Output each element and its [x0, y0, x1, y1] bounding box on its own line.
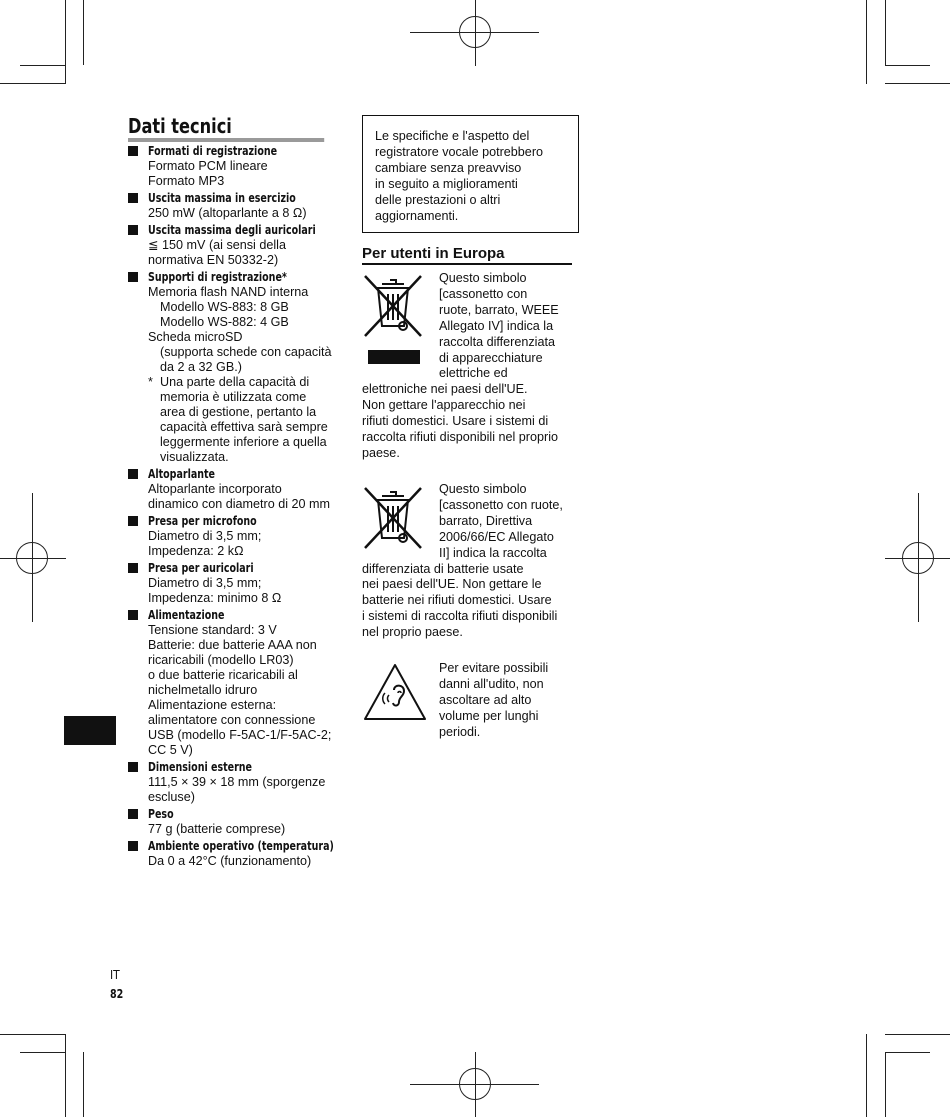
text-line: Memoria flash NAND interna — [148, 285, 309, 299]
spec-item — [128, 514, 358, 559]
text-line: Scheda microSD — [148, 330, 243, 344]
text-line: ruote, barrato, WEEE — [439, 302, 559, 317]
battery-paragraph — [362, 482, 578, 641]
page-title: Dati tecnici — [128, 114, 324, 142]
spec-heading: Formati di registrazione — [148, 144, 278, 158]
text-line: aggiornamenti. — [375, 209, 459, 223]
text-line: rifiuti domestici. Usare i sistemi di — [362, 414, 549, 429]
spec-item — [128, 807, 358, 837]
spec-heading: Uscita massima degli auricolari — [148, 223, 316, 237]
text-line: elettroniche nei paesi dell'UE. — [362, 382, 528, 397]
text-line: memoria è utilizzata come — [160, 390, 307, 404]
bullet-square-icon — [128, 516, 138, 526]
text-line: Da 0 a 42°C (funzionamento) — [148, 854, 312, 868]
text-line: ascoltare ad alto — [439, 692, 532, 707]
text-line: Per evitare possibili — [439, 661, 549, 675]
text-line: Diametro di 3,5 mm; — [148, 576, 262, 590]
text-line: Formato PCM lineare — [148, 159, 268, 173]
spec-heading: Uscita massima in esercizio — [148, 191, 296, 205]
spec-item — [128, 144, 358, 189]
text-line: nel proprio paese. — [362, 625, 463, 640]
text-line: Allegato IV] indica la — [439, 318, 554, 333]
bullet-square-icon — [128, 469, 138, 479]
footnote — [148, 375, 358, 465]
text-line: Non gettare l'apparecchio nei — [362, 398, 526, 413]
text-line: differenziata di batterie usate — [362, 561, 524, 576]
text-line: Questo simbolo — [439, 482, 527, 496]
spec-item — [128, 191, 358, 221]
text-line: visualizzata. — [160, 450, 229, 464]
notice-box — [362, 115, 579, 233]
text-line: Le specifiche e l'aspetto del — [375, 129, 530, 143]
text-line: CC 5 V) — [148, 743, 193, 757]
text-line: Questo simbolo — [439, 271, 527, 285]
text-line: nichelmetallo idruro — [148, 683, 258, 697]
text-line: elettriche ed — [439, 366, 508, 381]
text-line: 77 g (batterie comprese) — [148, 822, 286, 836]
spec-item — [128, 561, 358, 606]
footnote-marker: * — [148, 375, 153, 389]
text-line: dinamico con diametro di 20 mm — [148, 497, 330, 511]
text-line: volume per lunghi — [439, 708, 539, 723]
text-line: (supporta schede con capacità — [160, 345, 332, 359]
spec-list — [128, 144, 358, 871]
text-line: Una parte della capacità di — [160, 375, 310, 389]
text-line: ≦ 150 mV (ai sensi della — [148, 238, 286, 252]
spec-heading: Alimentazione — [148, 608, 225, 622]
spec-item — [128, 223, 358, 268]
text-line: i sistemi di raccolta rifiuti disponibili — [362, 609, 558, 624]
spec-heading: Presa per microfono — [148, 514, 257, 528]
section-tab — [64, 716, 116, 745]
text-line: 250 mW (altoparlante a 8 Ω) — [148, 206, 307, 220]
text-line: [cassonetto con ruote, — [439, 497, 563, 512]
text-line: barrato, Direttiva — [439, 513, 533, 528]
hearing-paragraph — [362, 661, 578, 741]
text-line: alimentatore con connessione — [148, 713, 316, 727]
page-number: 82 — [110, 986, 124, 1001]
text-line: Impedenza: 2 kΩ — [148, 544, 244, 558]
spec-heading: Presa per auricolari — [148, 561, 254, 575]
text-line: nei paesi dell'UE. Non gettare le — [362, 577, 542, 592]
text-line: da 2 a 32 GB.) — [160, 360, 242, 374]
spec-heading: Supporti di registrazione* — [148, 270, 287, 284]
text-line: registratore vocale potrebbero — [375, 145, 544, 159]
text-line: di apparecchiature — [439, 350, 543, 365]
text-line: 111,5 × 39 × 18 mm (sporgenze — [148, 775, 326, 789]
text-line: II] indica la raccolta — [439, 545, 547, 560]
text-line: in seguito a miglioramenti — [375, 177, 518, 191]
text-line: cambiare senza preavviso — [375, 161, 522, 175]
text-line: escluse) — [148, 790, 195, 804]
bullet-square-icon — [128, 610, 138, 620]
spec-item — [128, 467, 358, 512]
text-line: USB (modello F-5AC-1/F-5AC-2; — [148, 728, 332, 742]
bullet-square-icon — [128, 563, 138, 573]
spec-item — [128, 608, 358, 758]
text-line: Modello WS-882: 4 GB — [160, 315, 289, 329]
text-line: Impedenza: minimo 8 Ω — [148, 591, 282, 605]
text-line: o due batterie ricaricabili al — [148, 668, 298, 682]
bullet-square-icon — [128, 841, 138, 851]
text-line: leggermente inferiore a quella — [160, 435, 327, 449]
spec-heading: Altoparlante — [148, 467, 215, 481]
text-line: capacità effettiva sarà sempre — [160, 420, 328, 434]
weee-paragraph — [362, 271, 578, 462]
spec-item — [128, 760, 358, 805]
spec-heading: Peso — [148, 807, 174, 821]
bullet-square-icon — [128, 272, 138, 282]
bullet-square-icon — [128, 193, 138, 203]
eu-section-title: Per utenti in Europa — [362, 245, 572, 265]
spec-item — [128, 270, 358, 465]
text-line: Altoparlante incorporato — [148, 482, 282, 496]
text-line: raccolta rifiuti disponibili nel proprio — [362, 430, 558, 445]
text-line: Alimentazione esterna: — [148, 698, 277, 712]
bullet-square-icon — [128, 809, 138, 819]
bullet-square-icon — [128, 146, 138, 156]
text-line: periodi. — [439, 724, 481, 739]
text-line: Formato MP3 — [148, 174, 225, 188]
language-code: IT — [110, 968, 120, 982]
text-line: normativa EN 50332-2) — [148, 253, 279, 267]
text-line: Batterie: due batterie AAA non — [148, 638, 317, 652]
text-line: danni all'udito, non — [439, 676, 544, 691]
text-line: paese. — [362, 445, 400, 460]
bullet-square-icon — [128, 225, 138, 235]
text-line: Modello WS-883: 8 GB — [160, 300, 289, 314]
text-line: ricaricabili (modello LR03) — [148, 653, 294, 667]
spec-heading: Dimensioni esterne — [148, 760, 253, 774]
text-line: area di gestione, pertanto la — [160, 405, 317, 419]
text-line: delle prestazioni o altri — [375, 193, 501, 207]
bullet-square-icon — [128, 762, 138, 772]
text-line: Diametro di 3,5 mm; — [148, 529, 262, 543]
text-line: 2006/66/EC Allegato — [439, 529, 554, 544]
text-line: raccolta differenziata — [439, 334, 555, 349]
text-line: batterie nei rifiuti domestici. Usare — [362, 593, 552, 608]
text-line: Tensione standard: 3 V — [148, 623, 277, 637]
spec-item — [128, 839, 358, 869]
text-line: [cassonetto con — [439, 286, 528, 301]
spec-heading: Ambiente operativo (temperatura) — [148, 839, 334, 853]
